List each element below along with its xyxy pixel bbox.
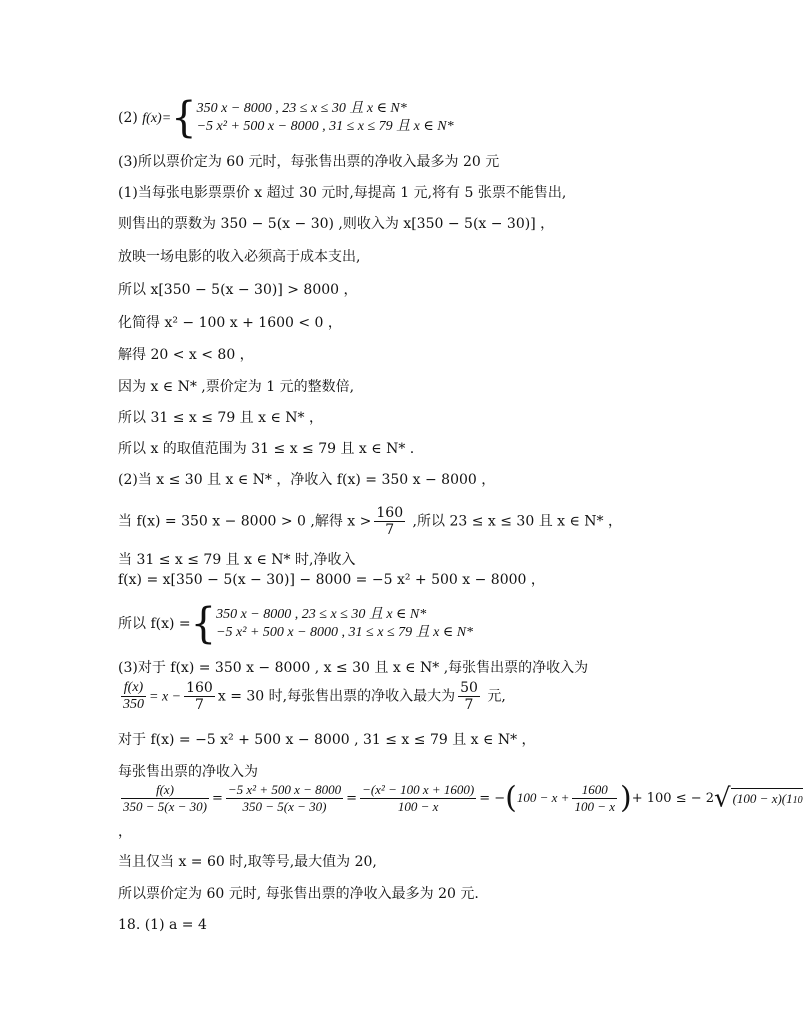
text: 所以 f(x) = (118, 616, 191, 632)
text: 当 f(x) = 350 x − 8000 > 0 ,解得 x > (118, 513, 372, 530)
fraction-b (226, 782, 343, 815)
numerator: f(x) (121, 680, 146, 697)
denominator: 7 (385, 522, 395, 538)
sqrt-radicand (731, 788, 803, 809)
line-piecewise-2 (118, 599, 474, 649)
line-simplify: 化简得 x² − 100 x + 1600 < 0 ， (118, 315, 342, 331)
line-answer-3: (3)所以票价定为 60 元时，每张售出票的净收入最多为 20 元 (118, 154, 500, 170)
numerator: 50 (460, 680, 478, 696)
fx-label: f(x)= (142, 111, 172, 126)
fraction-160-7 (184, 680, 215, 713)
fraction-d (572, 782, 617, 815)
line-part2-case1: (2)当 x ≤ 30 且 x ∈ N* ，净收入 f(x) = 350 x − 8000 ， (118, 472, 496, 488)
fraction-c (360, 782, 476, 815)
line-solve: 解得 20 < x < 80 ， (118, 347, 254, 363)
piecewise-cases (216, 606, 473, 642)
denominator: 350 − 5(x − 30) (123, 799, 207, 814)
line-range-2: 所以 x 的取值范围为 31 ≤ x ≤ 79 且 x ∈ N* . (118, 441, 415, 457)
line-q18: 18. (1) a = 4 (118, 917, 207, 933)
text: = − (479, 791, 506, 806)
denominator: 350 − 5(x − 30) (242, 799, 327, 814)
fraction-fx-350 (121, 680, 146, 713)
fraction-50-7 (458, 680, 480, 713)
case-1: 350 x − 8000 , 23 ≤ x ≤ 30 且 x ∈ N* (196, 101, 407, 116)
fraction-160-7 (374, 505, 405, 538)
line-income-condition: 放映一场电影的收入必须高于成本支出, (118, 249, 361, 265)
line-conclusion: 所以票价定为 60 元时, 每张售出票的净收入最多为 20 元. (118, 886, 479, 902)
paren-open: ( (505, 780, 517, 816)
line-net-income-label: 每张售出票的净收入为 (118, 764, 258, 780)
case-2: −5 x² + 500 x − 8000 , 31 ≤ x ≤ 79 且 x ∈ N* (216, 625, 474, 640)
line-piecewise-1 (118, 93, 454, 143)
fraction-a (121, 782, 209, 815)
numerator: −(x² − 100 x + 1600) (362, 782, 475, 797)
numerator: −5 x² + 500 x − 8000 (227, 782, 342, 797)
line-solution-1: (1)当每张电影票票价 x 超过 30 元时,每提高 1 元,将有 5 张票不能售出, (118, 185, 567, 201)
radicand-text: (100 − x)(1 (732, 791, 793, 806)
denominator: 7 (195, 697, 204, 713)
line-comma: ， (118, 824, 132, 840)
text: + 100 ≤ − 2 (631, 791, 715, 806)
text: = x − (149, 689, 182, 705)
line-case2-intro: 当 31 ≤ x ≤ 79 且 x ∈ N* 时,净收入 (118, 552, 356, 568)
line-long-derivation: $\frac{f(x)}{350 - 5(x - 30)}$ = $\frac{\text{−5 x² + 500 x − 8000}}{350 - 5(x - 30)}$ = $\frac{\text{−(x² − 100 x + 1600)}}{100 - x}$ = −(100 − x + $\frac{1600}{100 - x}$ )+ 100 ≤ − 2√ (100 − x)(1 10 (123, 780, 803, 816)
paren-close: ) (620, 780, 632, 816)
denominator: 350 (123, 697, 144, 712)
line-case2-formula: f(x) = x[350 − 5(x − 30)] − 8000 = −5 x² + 500 x − 8000 ， (118, 572, 545, 588)
text: x = 30 时,每张售出票的净收入最大为 (217, 688, 456, 705)
text: 100 − x + (516, 790, 570, 805)
brace: { (190, 599, 217, 649)
line-part3-case1: (3)对于 f(x) = 350 x − 8000 , x ≤ 30 且 x ∈ N* ,每张售出票的净收入为 (118, 660, 589, 676)
line-range-1: 所以 31 ≤ x ≤ 79 且 x ∈ N* ， (118, 410, 323, 426)
piecewise-cases (197, 100, 454, 136)
line-equality: 当且仅当 x = 60 时,取等号,最大值为 20, (118, 854, 377, 870)
sqrt-icon: √ (714, 783, 731, 814)
numerator: 1600 (572, 782, 617, 799)
line-positive-income (118, 505, 622, 538)
line-part3-fraction (118, 680, 506, 713)
line-inequality: 所以 x[350 − 5(x − 30)] > 8000 ， (118, 282, 358, 298)
denominator: 100 − x (574, 799, 615, 814)
denominator: 100 − x (397, 799, 439, 814)
denominator: 7 (464, 697, 474, 713)
line-part3-case2: 对于 f(x) = −5 x² + 500 x − 8000 , 31 ≤ x ≤ 79 且 x ∈ N* ， (118, 732, 536, 748)
radicand-den: 10 (792, 794, 803, 806)
numerator: 160 (186, 680, 213, 696)
numerator: f(x) (121, 782, 209, 799)
line-ticket-count: 则售出的票数为 350 − 5(x − 30) ,则收入为 x[350 − 5(x − 30)] ， (118, 216, 555, 232)
case-2: −5 x² + 500 x − 8000 , 31 ≤ x ≤ 79 且 x ∈ N* (196, 119, 454, 134)
brace: { (171, 93, 197, 143)
text: 元, (482, 688, 506, 705)
line-because: 因为 x ∈ N* ,票价定为 1 元的整数倍, (118, 379, 355, 395)
label-part2: (2) (118, 110, 143, 126)
text: ,所以 23 ≤ x ≤ 30 且 x ∈ N* ， (408, 513, 623, 530)
numerator: 160 (376, 505, 404, 521)
case-1: 350 x − 8000 , 23 ≤ x ≤ 30 且 x ∈ N* (216, 607, 427, 622)
